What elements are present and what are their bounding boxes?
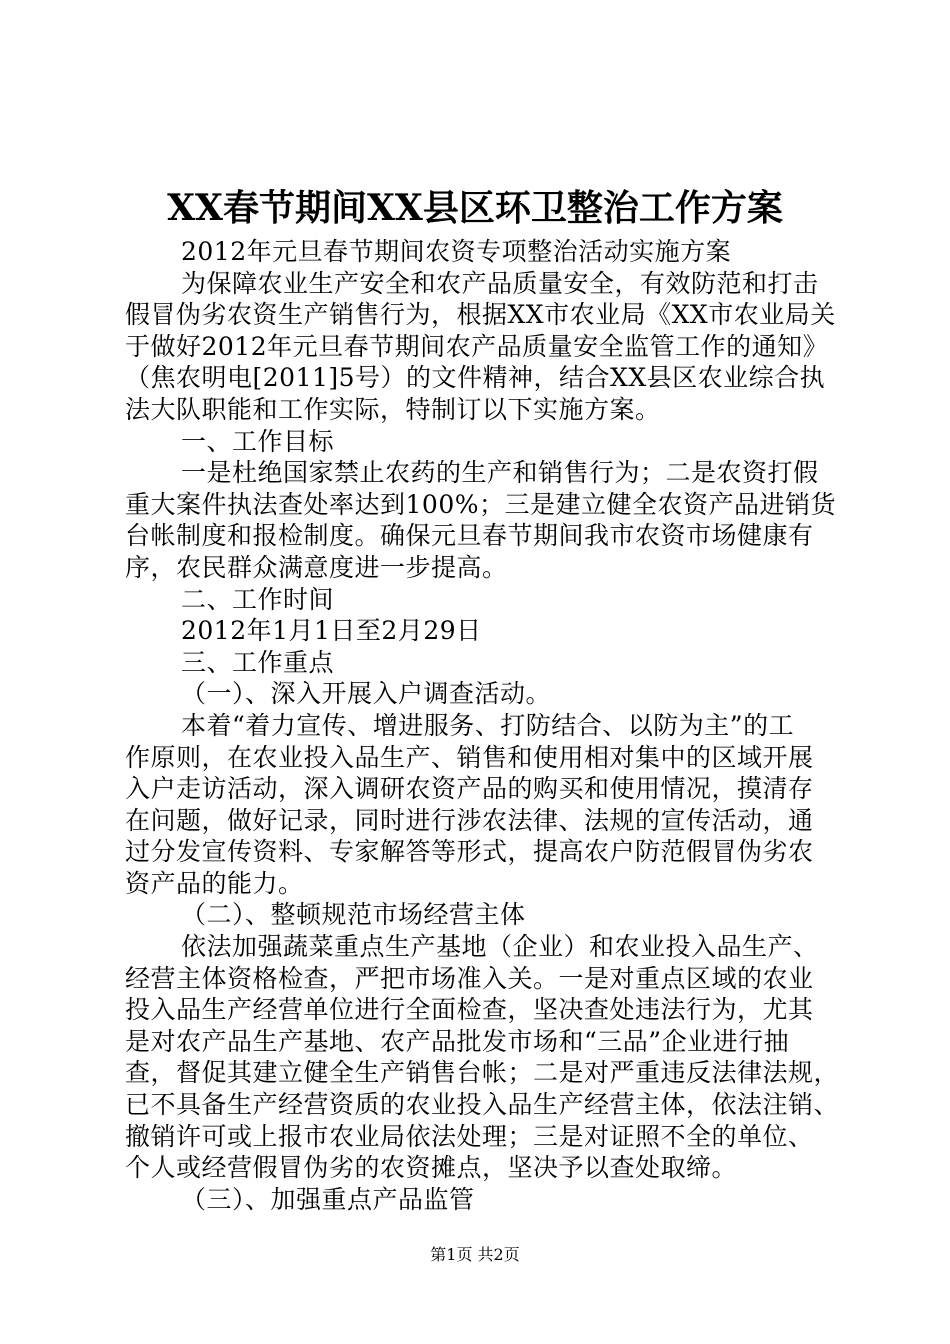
- body-line: 资产品的能力。: [125, 868, 304, 898]
- body-line: 撤销许可或上报市农业局依法处理；三是对证照不全的单位、: [125, 1121, 814, 1151]
- body-line: 入户走访活动，深入调研农资产品的购买和使用情况，摸清存: [125, 774, 814, 804]
- body-line: 于做好2012年元旦春节期间农产品质量安全监管工作的通知》: [125, 331, 829, 361]
- body-line: 在问题，做好记录，同时进行涉农法律、法规的宣传活动，通: [125, 805, 814, 835]
- body-line: 本着“着力宣传、增进服务、打防结合、以防为主”的工: [181, 710, 795, 740]
- body-line: 序，农民群众满意度进一步提高。: [125, 552, 508, 582]
- document-body: [125, 236, 845, 1215]
- body-line: 过分发宣传资料、专家解答等形式，提高农户防范假冒伪劣农: [125, 837, 814, 867]
- document-title: XX春节期间XX县区环卫整治工作方案: [167, 187, 783, 229]
- body-line: 经营主体资格检查，严把市场准入关。一是对重点区域的农业: [125, 963, 814, 993]
- body-line: 假冒伪劣农资生产销售行为，根据XX市农业局《XX市农业局关: [125, 300, 836, 330]
- body-line: 二、工作时间: [181, 584, 335, 614]
- body-line: 一是杜绝国家禁止农药的生产和销售行为；二是农资打假: [181, 458, 819, 488]
- body-line: （焦农明电[2011]5号）的文件精神，结合XX县区农业综合执: [125, 363, 826, 393]
- body-line: 2012年元旦春节期间农资专项整治活动实施方案: [181, 237, 732, 266]
- body-line: 作原则，在农业投入品生产、销售和使用相对集中的区域开展: [125, 742, 814, 772]
- body-line: 一、工作目标: [181, 426, 335, 456]
- body-line: （三）、加强重点产品监管: [181, 1184, 475, 1214]
- body-line: 是对农产品生产基地、农产品批发市场和“三品”企业进行抽: [125, 1026, 790, 1056]
- body-line: （二）、整顿规范市场经营主体: [181, 900, 526, 930]
- body-line: 三、工作重点: [181, 647, 335, 677]
- body-line: （一）、深入开展入户调查活动。: [181, 679, 552, 709]
- body-line: 法大队职能和工作实际，特制订以下实施方案。: [125, 394, 661, 424]
- body-line: 查，督促其建立健全生产销售台帐；二是对严重违反法律法规，: [125, 1058, 840, 1088]
- body-line: 已不具备生产经营资质的农业投入品生产经营主体，依法注销、: [125, 1090, 840, 1120]
- body-line: 投入品生产经营单位进行全面检查，坚决查处违法行为，尤其: [125, 995, 814, 1025]
- body-line: 重大案件执法查处率达到100%；三是建立健全农资产品进销货: [125, 489, 836, 519]
- body-line: 个人或经营假冒伪劣的农资摊点，坚决予以查处取缔。: [125, 1153, 738, 1183]
- page-footer: 第1页 共2页: [430, 1245, 520, 1264]
- body-line: 台帐制度和报检制度。确保元旦春节期间我市农资市场健康有: [125, 521, 814, 551]
- body-line: 2012年1月1日至2月29日: [181, 616, 482, 646]
- body-line: 为保障农业生产安全和农产品质量安全，有效防范和打击: [181, 268, 819, 298]
- body-line: 依法加强蔬菜重点生产基地（企业）和农业投入品生产、: [181, 932, 819, 962]
